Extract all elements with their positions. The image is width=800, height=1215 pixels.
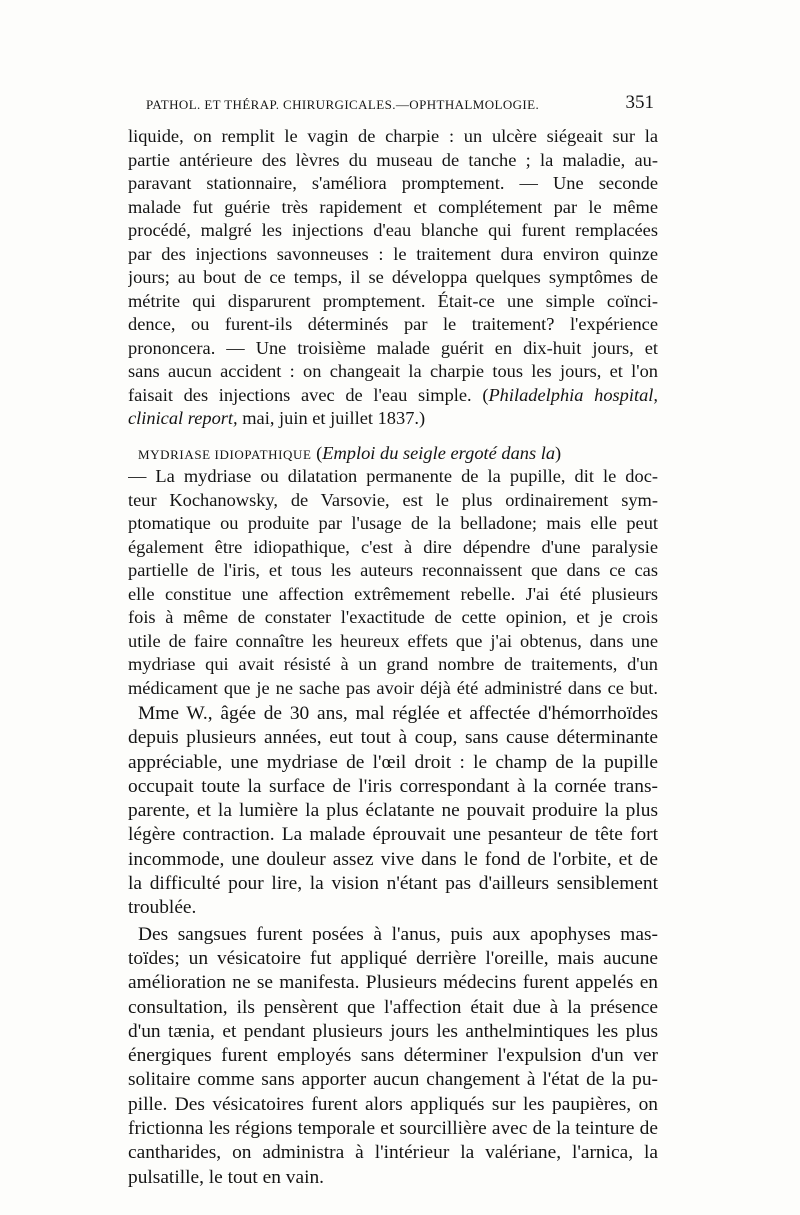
paragraph-mydriasis-intro xyxy=(128,442,670,701)
text-line: paravant stationnaire, s'améliora promptement. — Une seconde xyxy=(128,173,658,193)
text-line: mydriase qui avait résisté à un grand nombre de traitements, d'un xyxy=(128,654,658,674)
text-line: malade fut guérie très rapidement et complétement par le même xyxy=(128,196,658,217)
paragraph-case-history xyxy=(128,702,670,921)
text-line: partielle de l'iris, et tous les auteurs reconnaissent que dans ce cas xyxy=(128,560,658,580)
text-line xyxy=(128,384,658,408)
page-header xyxy=(132,92,654,115)
text-line: teur Kochanowsky, de Varsovie, est le plus ordinairement sym- xyxy=(128,489,658,510)
text-line: parente, et la lumière la plus éclatante ne pouvait produire la plus xyxy=(128,800,658,822)
heading-paren: ( xyxy=(311,442,323,463)
text-line: la difficulté pour lire, la vision n'étant pas d'ailleurs sensiblement xyxy=(128,873,658,895)
text-line: énergiques furent employés sans déterminer l'expulsion d'un ver xyxy=(128,1045,658,1067)
section-heading-subtitle: Emploi du seigle ergoté dans la xyxy=(322,442,556,463)
page-number: 351 xyxy=(625,92,654,113)
text-line: jours; au bout de ce temps, il se développa quelques symptômes de xyxy=(128,267,658,287)
section-heading-caps: MYDRIASE IDIOPATHIQUE xyxy=(138,446,312,462)
section-heading xyxy=(128,442,658,466)
text-line: frictionna les régions temporale et sourcillière avec de la teinture de xyxy=(128,1118,658,1140)
text-line: — La mydriase ou dilatation permanente de la pupille, dit le doc- xyxy=(128,466,658,486)
text-line: légère contraction. La malade éprouvait une pesanteur de tête fort xyxy=(128,824,658,846)
text-line: appréciable, une mydriase de l'œil droit : le champ de la pupille xyxy=(128,751,658,773)
text-line: prononcera. — Une troisième malade guérit en dix-huit jours, et xyxy=(128,337,658,358)
text-line: métrite qui disparurent promptement. Était-ce une simple coïnci- xyxy=(128,290,658,311)
text-line: d'un tænia, et pendant plusieurs jours les anthelmintiques les plus xyxy=(128,1020,658,1042)
text-run: faisait des injections avec de l'eau simple. ( xyxy=(128,384,489,405)
text-line: Des sangsues furent posées à l'anus, puis aux apophyses mas- xyxy=(138,923,658,945)
text-line: toïdes; un vésicatoire fut appliqué derrière l'oreille, mais aucune xyxy=(128,947,658,969)
citation-date: mai, juin et juillet 1837.) xyxy=(237,408,426,428)
paragraph-charpie-treatment xyxy=(128,125,670,431)
text-line: sans aucun accident : on changeait la charpie tous les jours, et l'on xyxy=(128,361,658,381)
text-line: utile de faire connaître les heureux effets que j'ai obtenus, dans une xyxy=(128,630,658,651)
text-line: ptomatique ou produite par l'usage de la belladone; mais elle peut xyxy=(128,513,658,533)
text-line: pille. Des vésicatoires furent alors appliqués sur les paupières, on xyxy=(128,1093,658,1115)
citation-source: clinical report, xyxy=(128,408,238,428)
text-line: pulsatille, le tout en vain. xyxy=(128,1166,325,1188)
page-body xyxy=(128,125,670,1190)
text-line: cantharides, on administra à l'intérieur la valériane, l'arnica, la xyxy=(128,1142,658,1164)
text-line: liquide, on remplit le vagin de charpie : un ulcère siégeait sur la xyxy=(128,126,658,146)
text-line: procédé, malgré les injections d'eau blanche qui furent remplacées xyxy=(128,220,658,240)
text-line: elle constitue une affection extrêmement rebelle. J'ai été plusieurs xyxy=(128,583,658,604)
text-line: fois à même de constater l'exactitude de cette opinion, et je crois xyxy=(128,607,658,627)
text-line: partie antérieure des lèvres du museau de tanche ; la maladie, au- xyxy=(128,149,658,170)
text-line: également être idiopathique, c'est à dire dépendre d'une paralysie xyxy=(128,536,658,557)
running-title: PATHOL. ET THÉRAP. CHIRURGICALES.—OPHTHALMOLOGIE. xyxy=(146,97,540,112)
text-line: médicament que je ne sache pas avoir déjà été administré dans ce but. xyxy=(128,677,658,698)
text-line: amélioration ne se manifesta. Plusieurs médecins furent appelés en xyxy=(128,972,658,994)
text-line: depuis plusieurs années, eut tout à coup, sans cause déterminante xyxy=(128,727,658,749)
text-line: dence, ou furent-ils déterminés par le traitement? l'expérience xyxy=(128,314,658,334)
citation-source: Philadelphia hospital, xyxy=(488,384,658,405)
text-line: incommode, une douleur assez vive dans le fond de l'orbite, et de xyxy=(128,848,658,870)
text-line: Mme W., âgée de 30 ans, mal réglée et affectée d'hémorrhoïdes xyxy=(138,703,658,724)
heading-paren: ) xyxy=(555,442,562,463)
text-line xyxy=(128,407,658,431)
text-line: par des injections savonneuses : le traitement dura environ quinze xyxy=(128,243,658,264)
text-line: solitaire comme sans apporter aucun changement à l'état de la pu- xyxy=(128,1069,658,1091)
paragraph-treatments-tried xyxy=(128,923,670,1190)
text-line: occupait toute la surface de l'iris correspondant à la cornée trans- xyxy=(128,775,658,797)
text-line: troublée. xyxy=(128,897,197,919)
text-line: consultation, ils pensèrent que l'affection était due à la présence xyxy=(128,996,658,1018)
